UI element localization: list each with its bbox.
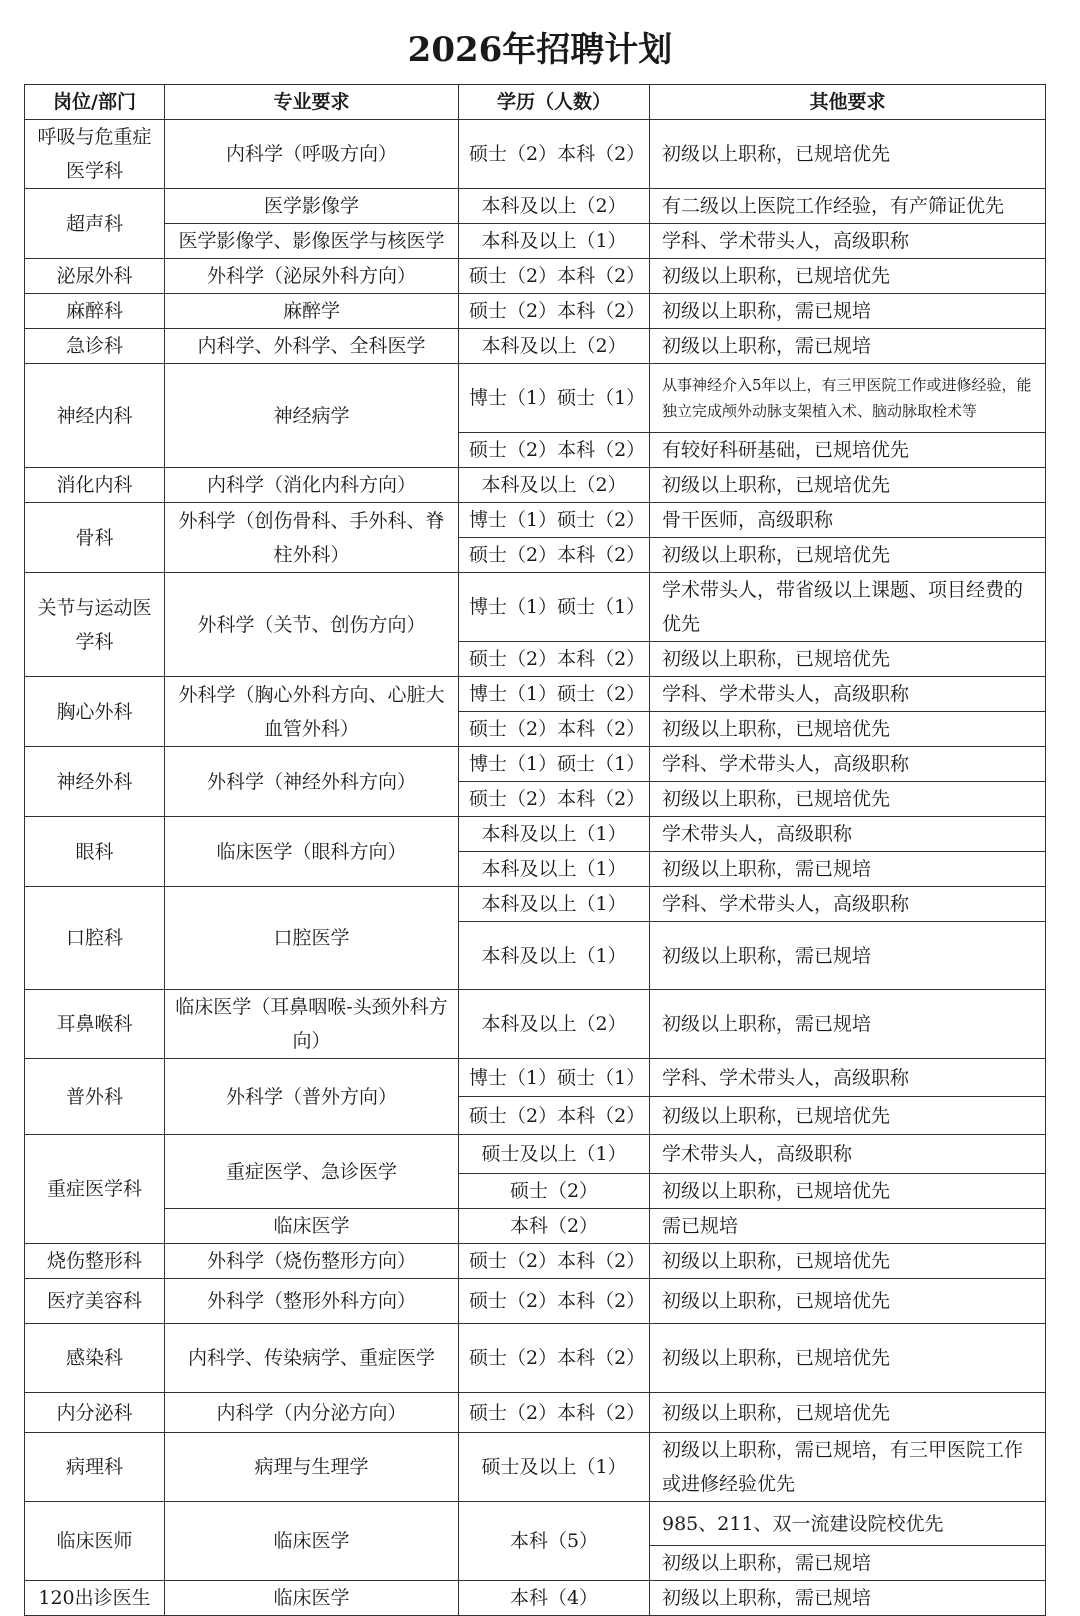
education-cell: 本科及以上（2）	[459, 329, 650, 364]
major-cell: 医学影像学、影像医学与核医学	[165, 224, 459, 259]
requirement-cell: 初级以上职称，需已规培	[650, 1581, 1046, 1616]
education-cell: 本科及以上（2）	[459, 990, 650, 1059]
requirement-cell: 初级以上职称，需已规培	[650, 294, 1046, 329]
requirement-cell: 初级以上职称，需已规培	[650, 1546, 1046, 1581]
major-cell: 内科学、传染病学、重症医学	[165, 1324, 459, 1393]
education-cell: 博士（1）硕士（2）	[459, 677, 650, 712]
requirement-cell: 初级以上职称，已规培优先	[650, 1244, 1046, 1279]
major-cell: 外科学（关节、创伤方向）	[165, 573, 459, 677]
requirement-cell: 从事神经介入5年以上，有三甲医院工作或进修经验，能独立完成颅外动脉支架植入术、脑动脉取栓术等	[650, 364, 1046, 433]
table-row	[25, 887, 1046, 922]
requirement-cell: 初级以上职称，已规培优先	[650, 642, 1046, 677]
table-header-row	[25, 85, 1046, 120]
table-row	[25, 573, 1046, 642]
major-cell: 神经病学	[165, 364, 459, 468]
major-cell: 外科学（胸心外科方向、心脏大血管外科）	[165, 677, 459, 747]
department-cell: 临床医师	[25, 1502, 165, 1581]
major-cell: 重症医学、急诊医学	[165, 1135, 459, 1209]
table-row	[25, 1502, 1046, 1546]
department-cell: 呼吸与危重症医学科	[25, 120, 165, 189]
recruitment-table	[24, 84, 1046, 1616]
major-cell: 临床医学（耳鼻咽喉-头颈外科方向）	[165, 990, 459, 1059]
major-cell: 病理与生理学	[165, 1433, 459, 1502]
major-cell: 内科学（消化内科方向）	[165, 468, 459, 503]
table-row	[25, 120, 1046, 189]
education-cell: 硕士（2）本科（2）	[459, 433, 650, 468]
department-cell: 医疗美容科	[25, 1279, 165, 1324]
education-cell: 硕士（2）本科（2）	[459, 782, 650, 817]
requirement-cell: 初级以上职称，已规培优先	[650, 1174, 1046, 1209]
table-row	[25, 1581, 1046, 1616]
table-row	[25, 1135, 1046, 1174]
education-cell: 本科及以上（1）	[459, 852, 650, 887]
requirement-cell: 初级以上职称，需已规培	[650, 329, 1046, 364]
table-row	[25, 294, 1046, 329]
education-cell: 本科（2）	[459, 1209, 650, 1244]
major-cell: 口腔医学	[165, 887, 459, 990]
header-department: 岗位/部门	[25, 85, 165, 120]
education-cell: 本科及以上（1）	[459, 224, 650, 259]
department-cell: 重症医学科	[25, 1135, 165, 1244]
requirement-cell: 初级以上职称，已规培优先	[650, 538, 1046, 573]
department-cell: 泌尿外科	[25, 259, 165, 294]
department-cell: 超声科	[25, 189, 165, 259]
requirement-cell: 初级以上职称，需已规培，有三甲医院工作或进修经验优先	[650, 1433, 1046, 1502]
department-cell: 麻醉科	[25, 294, 165, 329]
table-row	[25, 189, 1046, 224]
department-cell: 骨科	[25, 503, 165, 573]
table-row	[25, 364, 1046, 433]
education-cell: 硕士（2）本科（2）	[459, 642, 650, 677]
major-cell: 临床医学	[165, 1502, 459, 1581]
department-cell: 耳鼻喉科	[25, 990, 165, 1059]
requirement-cell: 初级以上职称，已规培优先	[650, 1097, 1046, 1135]
major-cell: 医学影像学	[165, 189, 459, 224]
education-cell: 硕士及以上（1）	[459, 1135, 650, 1174]
requirement-cell: 初级以上职称，已规培优先	[650, 468, 1046, 503]
table-row	[25, 1393, 1046, 1433]
major-cell: 麻醉学	[165, 294, 459, 329]
table-row	[25, 1324, 1046, 1393]
department-cell: 胸心外科	[25, 677, 165, 747]
major-cell: 外科学（神经外科方向）	[165, 747, 459, 817]
department-cell: 病理科	[25, 1433, 165, 1502]
education-cell: 本科及以上（1）	[459, 922, 650, 990]
department-cell: 120出诊医生	[25, 1581, 165, 1616]
table-body	[25, 120, 1046, 1616]
table-row	[25, 990, 1046, 1059]
education-cell: 硕士（2）本科（2）	[459, 1324, 650, 1393]
requirement-cell: 初级以上职称，已规培优先	[650, 1279, 1046, 1324]
requirement-cell: 学科、学术带头人，高级职称	[650, 1059, 1046, 1097]
education-cell: 本科及以上（2）	[459, 468, 650, 503]
department-cell: 普外科	[25, 1059, 165, 1135]
requirement-cell: 有二级以上医院工作经验，有产筛证优先	[650, 189, 1046, 224]
department-cell: 神经内科	[25, 364, 165, 468]
header-education: 学历（人数）	[459, 85, 650, 120]
department-cell: 内分泌科	[25, 1393, 165, 1433]
requirement-cell: 学科、学术带头人，高级职称	[650, 747, 1046, 782]
education-cell: 博士（1）硕士（1）	[459, 1059, 650, 1097]
table-row	[25, 1279, 1046, 1324]
header-major: 专业要求	[165, 85, 459, 120]
education-cell: 本科及以上（2）	[459, 189, 650, 224]
education-cell: 博士（1）硕士（1）	[459, 364, 650, 433]
education-cell: 硕士（2）本科（2）	[459, 712, 650, 747]
major-cell: 临床医学	[165, 1581, 459, 1616]
requirement-cell: 需已规培	[650, 1209, 1046, 1244]
major-cell: 内科学（呼吸方向）	[165, 120, 459, 189]
major-cell: 内科学（内分泌方向）	[165, 1393, 459, 1433]
requirement-cell: 初级以上职称，已规培优先	[650, 1324, 1046, 1393]
education-cell: 硕士（2）本科（2）	[459, 259, 650, 294]
table-row	[25, 1433, 1046, 1502]
table-row	[25, 259, 1046, 294]
education-cell: 硕士及以上（1）	[459, 1433, 650, 1502]
education-cell: 硕士（2）	[459, 1174, 650, 1209]
education-cell: 硕士（2）本科（2）	[459, 1244, 650, 1279]
education-cell: 硕士（2）本科（2）	[459, 1393, 650, 1433]
department-cell: 急诊科	[25, 329, 165, 364]
department-cell: 口腔科	[25, 887, 165, 990]
table-row	[25, 503, 1046, 538]
table-row	[25, 329, 1046, 364]
table-row	[25, 677, 1046, 712]
requirement-cell: 学术带头人，高级职称	[650, 1135, 1046, 1174]
major-cell: 内科学、外科学、全科医学	[165, 329, 459, 364]
major-cell: 外科学（整形外科方向）	[165, 1279, 459, 1324]
education-cell: 硕士（2）本科（2）	[459, 120, 650, 189]
education-cell: 硕士（2）本科（2）	[459, 538, 650, 573]
department-cell: 烧伤整形科	[25, 1244, 165, 1279]
requirement-cell: 学科、学术带头人，高级职称	[650, 224, 1046, 259]
department-cell: 眼科	[25, 817, 165, 887]
requirement-cell: 初级以上职称，已规培优先	[650, 712, 1046, 747]
table-row	[25, 1059, 1046, 1097]
major-cell: 外科学（泌尿外科方向）	[165, 259, 459, 294]
requirement-cell: 骨干医师，高级职称	[650, 503, 1046, 538]
requirement-cell: 学科、学术带头人，高级职称	[650, 677, 1046, 712]
major-cell: 临床医学（眼科方向）	[165, 817, 459, 887]
requirement-cell: 初级以上职称，已规培优先	[650, 782, 1046, 817]
page-title: 2026年招聘计划	[407, 30, 673, 70]
requirement-cell: 学术带头人，带省级以上课题、项目经费的优先	[650, 573, 1046, 642]
department-cell: 神经外科	[25, 747, 165, 817]
requirement-cell: 初级以上职称，需已规培	[650, 990, 1046, 1059]
requirement-cell: 初级以上职称，已规培优先	[650, 1393, 1046, 1433]
department-cell: 感染科	[25, 1324, 165, 1393]
table-row	[25, 1209, 1046, 1244]
education-cell: 博士（1）硕士（2）	[459, 503, 650, 538]
requirement-cell: 有较好科研基础，已规培优先	[650, 433, 1046, 468]
requirement-cell: 学术带头人，高级职称	[650, 817, 1046, 852]
table-row	[25, 817, 1046, 852]
education-cell: 硕士（2）本科（2）	[459, 1097, 650, 1135]
education-cell: 本科（5）	[459, 1502, 650, 1581]
education-cell: 博士（1）硕士（1）	[459, 573, 650, 642]
table-row	[25, 1244, 1046, 1279]
table-row	[25, 747, 1046, 782]
table-row	[25, 224, 1046, 259]
department-cell: 关节与运动医学科	[25, 573, 165, 677]
requirement-cell: 985、211、双一流建设院校优先	[650, 1502, 1046, 1546]
header-other-requirements: 其他要求	[650, 85, 1046, 120]
major-cell: 临床医学	[165, 1209, 459, 1244]
requirement-cell: 初级以上职称，已规培优先	[650, 259, 1046, 294]
education-cell: 本科（4）	[459, 1581, 650, 1616]
requirement-cell: 学科、学术带头人，高级职称	[650, 887, 1046, 922]
requirement-cell: 初级以上职称，已规培优先	[650, 120, 1046, 189]
requirement-cell: 初级以上职称，需已规培	[650, 852, 1046, 887]
education-cell: 本科及以上（1）	[459, 817, 650, 852]
education-cell: 硕士（2）本科（2）	[459, 294, 650, 329]
department-cell: 消化内科	[25, 468, 165, 503]
education-cell: 硕士（2）本科（2）	[459, 1279, 650, 1324]
table-row	[25, 468, 1046, 503]
major-cell: 外科学（烧伤整形方向）	[165, 1244, 459, 1279]
requirement-cell: 初级以上职称，需已规培	[650, 922, 1046, 990]
education-cell: 博士（1）硕士（1）	[459, 747, 650, 782]
education-cell: 本科及以上（1）	[459, 887, 650, 922]
major-cell: 外科学（普外方向）	[165, 1059, 459, 1135]
major-cell: 外科学（创伤骨科、手外科、脊柱外科）	[165, 503, 459, 573]
